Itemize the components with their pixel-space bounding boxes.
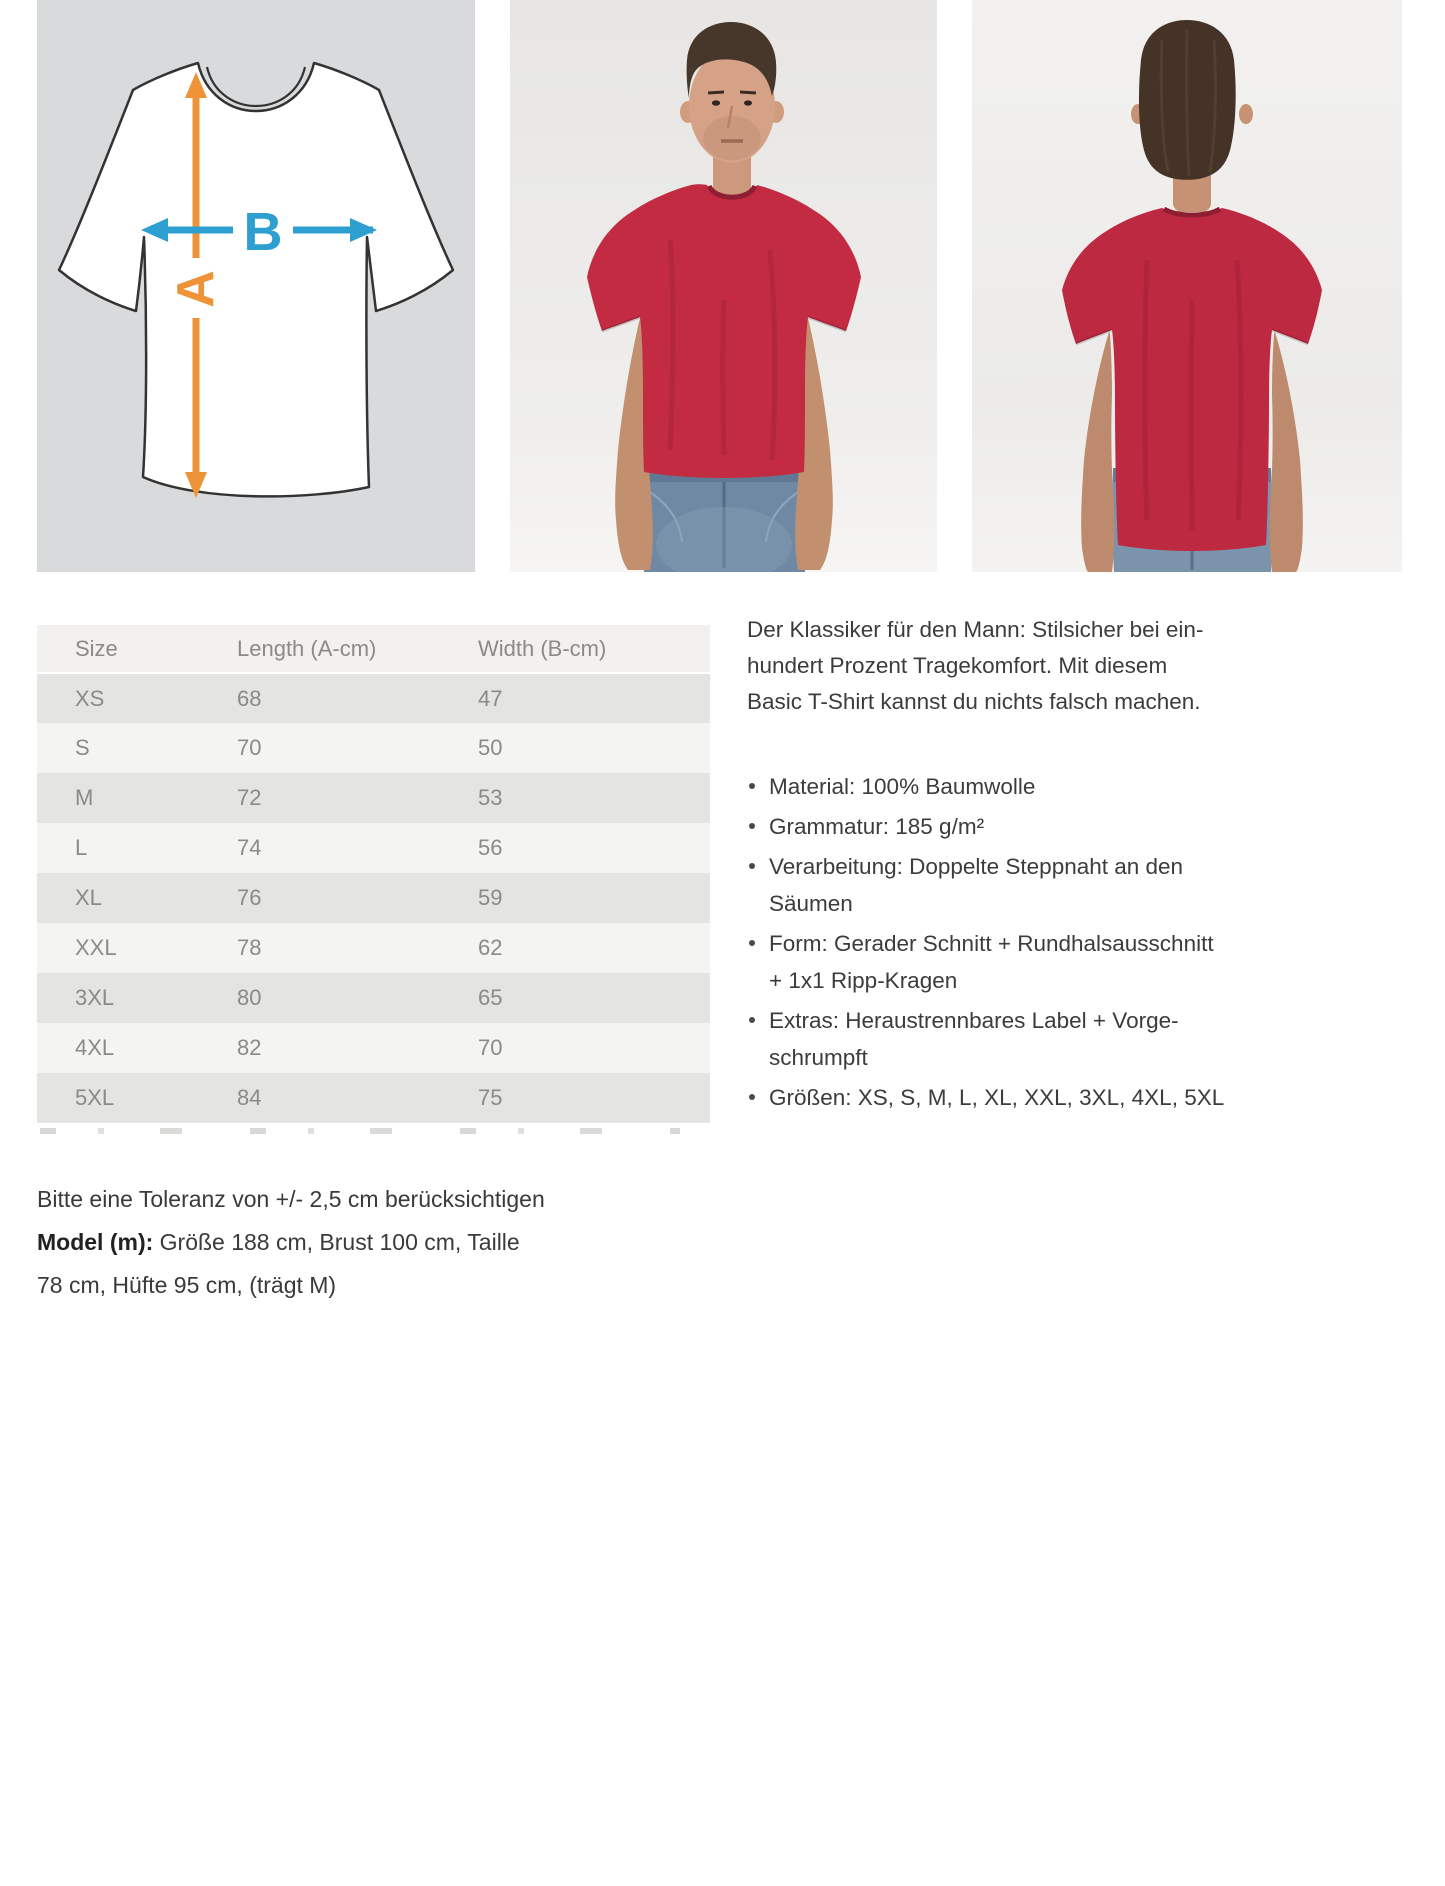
width-cell: 65 <box>478 973 710 1023</box>
width-cell: 70 <box>478 1023 710 1073</box>
bullet-icon <box>749 940 755 946</box>
paragraph-line: Der Klassiker für den Mann: Stilsicher bei ein- <box>747 617 1204 642</box>
label-b: B <box>243 202 283 262</box>
model-info-line2: 78 cm, Hüfte 95 cm, (trägt M) <box>37 1272 337 1298</box>
table-row <box>37 1023 710 1073</box>
model-info-line1 <box>37 1221 637 1264</box>
model-front-illustration <box>510 0 937 572</box>
table-row <box>37 1073 710 1123</box>
table-row <box>37 973 710 1023</box>
table-header-row <box>37 625 710 673</box>
bullet-icon <box>749 863 755 869</box>
column-header-size: Size <box>37 625 237 673</box>
feature-item-material: Material: 100% Baumwolle <box>747 768 1237 805</box>
width-cell: 56 <box>478 823 710 873</box>
model-front-photo <box>510 0 937 572</box>
feature-item-groessen: Größen: XS, S, M, L, XL, XXL, 3XL, 4XL, 5XL <box>747 1079 1237 1116</box>
size-cell: M <box>37 773 237 823</box>
model-back-illustration <box>972 0 1402 572</box>
size-cell: S <box>37 723 237 773</box>
width-cell: 50 <box>478 723 710 773</box>
feature-item-form: Form: Gerader Schnitt + Rundhalsausschnitt + 1x1 Ripp-Kragen <box>747 925 1237 999</box>
table-row <box>37 873 710 923</box>
tshirt-outline <box>59 63 453 496</box>
jeans-front <box>642 470 805 572</box>
length-cell: 84 <box>237 1073 478 1123</box>
bullet-icon <box>749 1094 755 1100</box>
paragraph-line: hundert Prozent Tragekomfort. Mit diesem <box>747 653 1168 678</box>
column-header-length: Length (A-cm) <box>237 625 478 673</box>
tolerance-note: Bitte eine Toleranz von +/- 2,5 cm berücksichtigen <box>37 1186 545 1212</box>
length-cell: 68 <box>237 673 478 723</box>
model-label: Model (m): <box>37 1229 154 1255</box>
table-row <box>37 823 710 873</box>
length-cell: 82 <box>237 1023 478 1073</box>
model-measurements: Größe 188 cm, Brust 100 cm, Taille <box>153 1229 520 1255</box>
measurement-notes <box>37 1178 637 1307</box>
length-cell: 80 <box>237 973 478 1023</box>
product-description <box>747 612 1237 1119</box>
feature-item-grammatur: Grammatur: 185 g/m² <box>747 808 1237 845</box>
length-cell: 76 <box>237 873 478 923</box>
length-cell: 70 <box>237 723 478 773</box>
column-header-width: Width (B-cm) <box>478 625 710 673</box>
table-row <box>37 673 710 723</box>
size-cell: 3XL <box>37 973 237 1023</box>
width-cell: 47 <box>478 673 710 723</box>
paragraph-line: Basic T-Shirt kannst du nichts falsch machen. <box>747 689 1201 714</box>
size-cell: L <box>37 823 237 873</box>
tshirt-diagram-illustration <box>37 0 475 572</box>
size-cell: XL <box>37 873 237 923</box>
width-cell: 75 <box>478 1073 710 1123</box>
width-cell: 53 <box>478 773 710 823</box>
size-cell: 4XL <box>37 1023 237 1073</box>
length-cell: 74 <box>237 823 478 873</box>
size-cell: XS <box>37 673 237 723</box>
label-a: A <box>167 270 225 308</box>
length-cell: 78 <box>237 923 478 973</box>
feature-list <box>747 768 1237 1116</box>
size-cell: XXL <box>37 923 237 973</box>
width-cell: 62 <box>478 923 710 973</box>
cutoff-text-strip <box>40 1128 680 1134</box>
width-cell: 59 <box>478 873 710 923</box>
bullet-icon <box>749 1017 755 1023</box>
size-cell: 5XL <box>37 1073 237 1123</box>
feature-item-extras: Extras: Heraustrennbares Label + Vorge- schrumpft <box>747 1002 1237 1076</box>
table-row <box>37 923 710 973</box>
length-cell: 72 <box>237 773 478 823</box>
feature-item-verarbeitung: Verarbeitung: Doppelte Steppnaht an den Säumen <box>747 848 1237 922</box>
table-row <box>37 773 710 823</box>
size-chart-table <box>37 625 710 1123</box>
table-row <box>37 723 710 773</box>
description-paragraph <box>747 612 1237 720</box>
bullet-icon <box>749 783 755 789</box>
model-back-photo <box>972 0 1402 572</box>
bullet-icon <box>749 823 755 829</box>
tshirt-measurement-diagram <box>37 0 475 572</box>
